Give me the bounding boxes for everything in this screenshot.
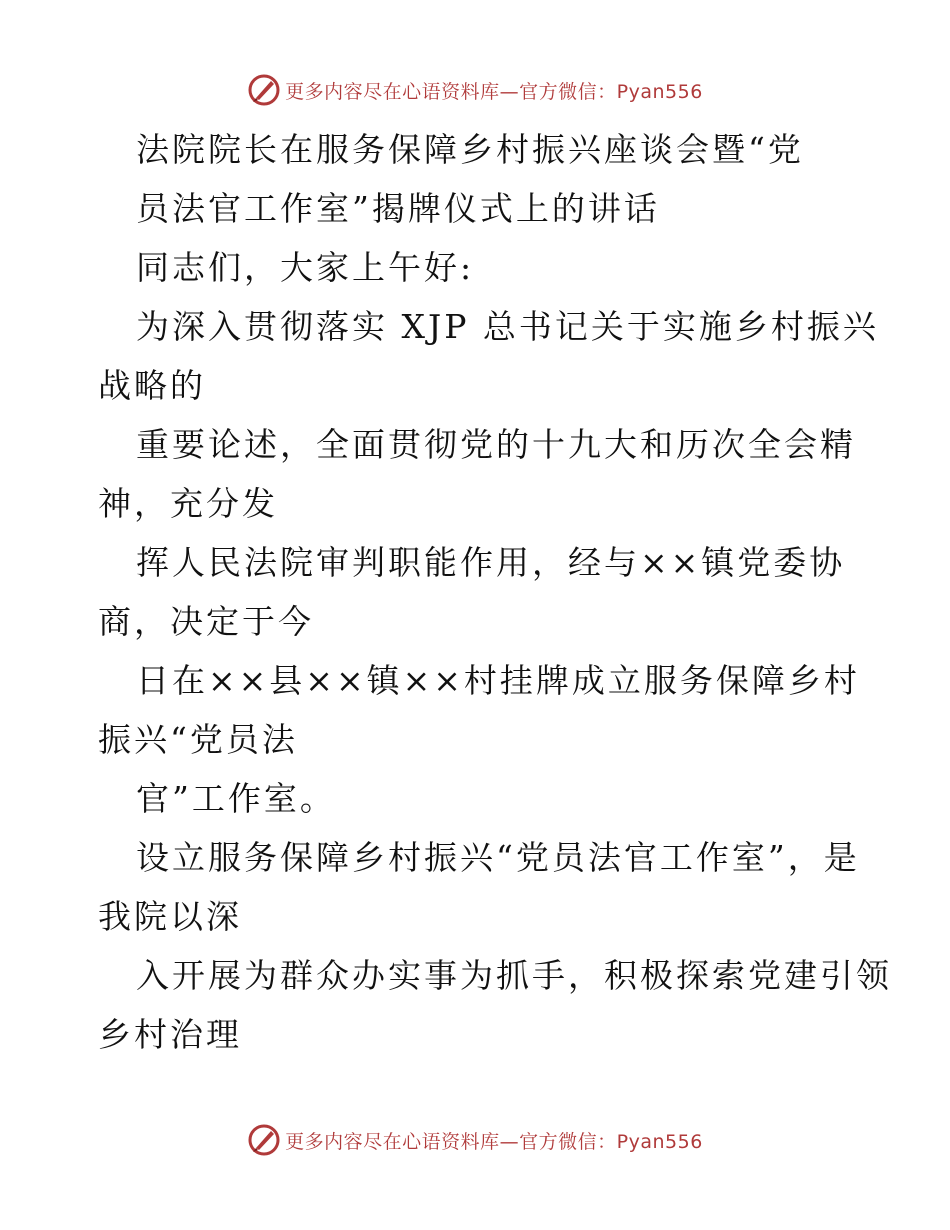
watermark-text: 更多内容尽在心语资料库—官方微信：Pyan556	[285, 80, 703, 103]
document-line: 为深入贯彻落实 XJP 总书记关于实施乡村振兴	[136, 307, 879, 346]
document-line: 我院以深	[98, 897, 242, 936]
document-line: 乡村治理	[98, 1015, 242, 1054]
document-line: 神，充分发	[98, 484, 278, 523]
document-line: 设立服务保障乡村振兴“党员法官工作室”，是	[136, 838, 860, 877]
document-line: 挥人民法院审判职能作用，经与××镇党委协	[136, 543, 846, 582]
document-line: 日在××县××镇××村挂牌成立服务保障乡村	[136, 661, 860, 700]
document-line: 员法官工作室”揭牌仪式上的讲话	[136, 189, 660, 228]
watermark-text: 更多内容尽在心语资料库—官方微信：Pyan556	[285, 1130, 703, 1153]
document-line: 入开展为群众办实事为抓手，积极探索党建引领	[136, 956, 892, 995]
document-line: 振兴“党员法	[98, 720, 298, 759]
document-body	[98, 120, 892, 1064]
document-line: 法院院长在服务保障乡村振兴座谈会暨“党	[136, 130, 804, 169]
document-line: 商，决定于今	[98, 602, 314, 641]
document-line: 官”工作室。	[136, 779, 336, 818]
document-line: 重要论述，全面贯彻党的十九大和历次全会精	[136, 425, 856, 464]
document-line: 同志们，大家上午好:	[136, 248, 475, 287]
header-watermark	[0, 70, 950, 110]
pen-quill-logo-icon	[247, 73, 281, 107]
document-line: 战略的	[98, 366, 206, 405]
pen-quill-logo-icon	[247, 1123, 281, 1157]
footer-watermark	[0, 1120, 950, 1160]
